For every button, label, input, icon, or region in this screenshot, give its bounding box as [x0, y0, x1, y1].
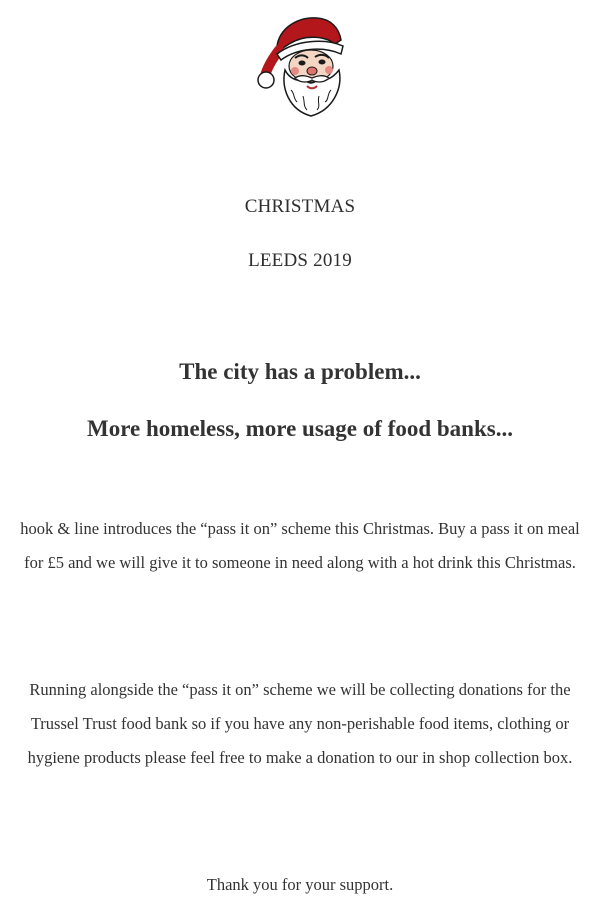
title-christmas: CHRISTMAS [244, 196, 356, 217]
headline-homeless: More homeless, more usage of food banks... [87, 416, 513, 441]
paragraph-donations: Running alongside the “pass it on” scheme we will be collecting donations for the Trussel Trust food bank so if you have any non-perishable food items, clothing or hygiene products please feel free to make a donation to our in shop collection box. [27, 680, 573, 767]
headline-problem: The city has a problem... [179, 359, 421, 384]
santa-claus-face-icon [255, 14, 351, 120]
title-leeds-2019: LEEDS 2019 [248, 250, 352, 271]
paragraph-pass-it-on: hook & line introduces the “pass it on” scheme this Christmas. Buy a pass it on meal for £5 and we will give it to someone in need along with a hot drink this Christmas. [20, 519, 580, 572]
closing-thanks: Thank you for your support. [206, 875, 394, 894]
